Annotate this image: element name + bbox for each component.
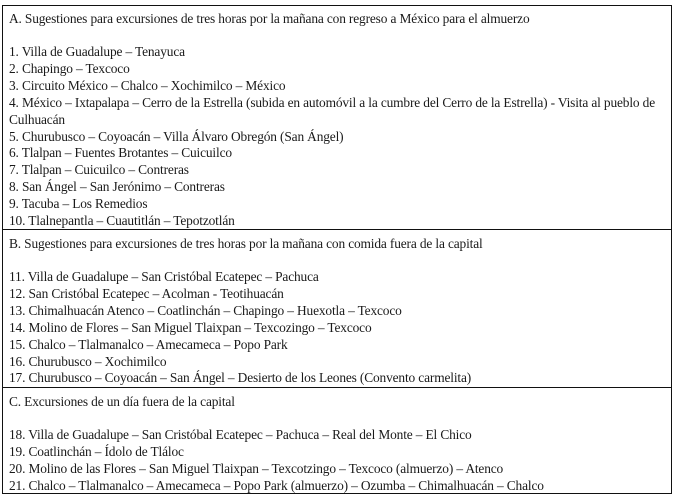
list-item: 20. Molino de las Flores – San Miguel Tlaixpan – Texcotzingo – Texcoco (almuerzo) – Atenco: [9, 460, 504, 476]
section-c: [3, 387, 671, 493]
list-item: 12. San Cristóbal Ecatepec – Acolman - Teotihuacán: [9, 285, 284, 301]
list-item: 7. Tlalpan – Cuicuilco – Contreras: [9, 162, 189, 178]
list-item: 18. Villa de Guadalupe – San Cristóbal Ecatepec – Pachuca – Real del Monte – El Chico: [9, 427, 472, 442]
section-b-heading: B. Sugestiones para excursiones de tres horas por la mañana con comida fuera de la capital: [9, 236, 483, 251]
list-item: 17. Churubusco – Coyoacán – San Ángel – Desierto de los Leones (Convento carmelita): [9, 370, 472, 386]
section-b: [3, 229, 671, 387]
list-item: 2. Chapingo – Texcoco: [9, 60, 130, 76]
list-item: 11. Villa de Guadalupe – San Cristóbal Ecatepec – Pachuca: [9, 269, 319, 284]
list-item: 16. Churubusco – Xochimilco: [9, 353, 167, 369]
list-item: 6. Tlalpan – Fuentes Brotantes – Cuicuilco: [9, 145, 232, 161]
section-a-heading: A. Sugestiones para excursiones de tres horas por la mañana con regreso a México para el almuerzo: [9, 11, 530, 26]
list-item: 10. Tlalnepantla – Cuautitlán – Tepotzotlán: [9, 213, 235, 229]
list-item: 3. Circuito México – Chalco – Xochimilco – México: [9, 77, 286, 93]
section-c-list: [9, 427, 671, 495]
list-item: 14. Molino de Flores – San Miguel Tlaixpan – Texcozingo – Texcoco: [9, 319, 372, 335]
section-a: [3, 6, 671, 229]
section-a-list: [9, 44, 671, 230]
list-item: 4. México – Ixtapalapa – Cerro de la Estrella (subida en automóvil a la cumbre del Cerro de la Estrella) - Visita al pueblo de Culhuacán: [9, 94, 656, 127]
list-item: 1. Villa de Guadalupe – Tenayuca: [9, 44, 185, 59]
list-item: 21. Chalco – Tlalmanalco – Amecameca – Popo Park (almuerzo) – Ozumba – Chimalhuacán – Chalco: [9, 477, 544, 493]
section-b-list: [9, 269, 671, 387]
list-item: 9. Tacuba – Los Remedios: [9, 196, 148, 212]
list-item: 8. San Ángel – San Jerónimo – Contreras: [9, 179, 225, 195]
excursions-table: [2, 5, 672, 494]
list-item: 15. Chalco – Tlalmanalco – Amecameca – Popo Park: [9, 336, 288, 352]
list-item: 19. Coatlinchán – Ídolo de Tláloc: [9, 443, 184, 459]
section-c-heading: C. Excursiones de un día fuera de la capital: [9, 394, 235, 409]
list-item: 13. Chimalhuacán Atenco – Coatlinchán – Chapingo – Huexotla – Texcoco: [9, 302, 402, 318]
list-item: 5. Churubusco – Coyoacán – Villa Álvaro Obregón (San Ángel): [9, 128, 344, 144]
